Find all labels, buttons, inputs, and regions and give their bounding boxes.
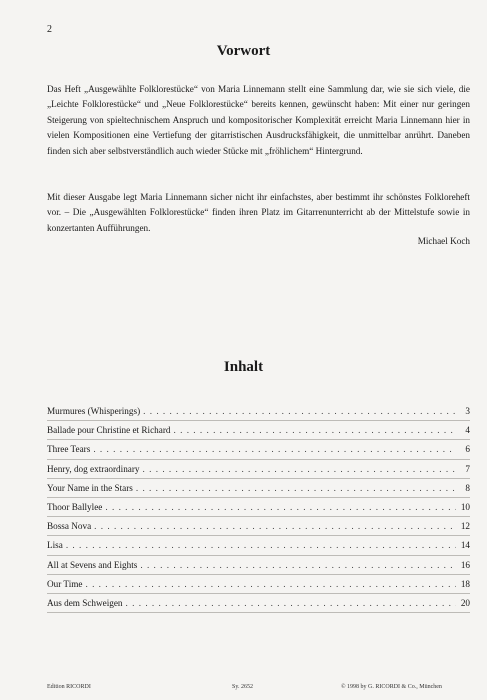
vorwort-paragraph-1: Das Heft „Ausgewählte Folklorestücke“ von Maria Linnemann stellt eine Sammlung dar, wie sie sich viele, die „Leichte Folklorestücke“ und „Neue Folklorestücke“ bereits kennen, gewünscht haben: Mit einer nur geringen Steigerung von spieltechnischem Anspruch und kompositorischer Komplexität erreicht Maria Linnemann hier in vielen Kompositionen eine Vertiefung der gitarristischen Ausdrucksfähigkeit, die unmittelbar anrührt. Daneben finden sich aber selbstverständlich auch wieder Stücke mit „fröhlichem“ Hintergrund.	[47, 84, 470, 156]
footer-publisher: Edition RICORDI	[47, 684, 91, 690]
toc-entry	[47, 556, 470, 575]
toc-entry	[47, 460, 470, 479]
toc-page: 12	[460, 521, 470, 532]
toc-entry	[47, 479, 470, 498]
toc-leader-dots	[85, 575, 456, 593]
toc-entry	[47, 575, 470, 594]
vorwort-paragraph-2: Mit dieser Ausgabe legt Maria Linnemann sicher nicht ihr einfachstes, aber bestimmt ihr schönstes Folkloreheft vor. – Die „Ausgewählten Folklorestücke“ finden ihren Platz im Gitarrenunterricht ab der Mittelstufe sowie in konzertanten Aufführungen.	[47, 192, 470, 233]
toc-page: 16	[460, 559, 470, 570]
toc-title: Murmures (Whisperings)	[47, 406, 141, 416]
inhalt-heading: Inhalt	[223, 359, 264, 375]
toc-title: Aus dem Schweigen	[47, 597, 123, 608]
toc-page: 7	[465, 463, 470, 474]
toc-title: Your Name in the Stars	[47, 482, 133, 493]
toc-leader-dots	[136, 479, 456, 497]
toc-leader-dots	[94, 517, 456, 535]
toc-leader-dots	[174, 421, 457, 439]
vorwort-heading: Vorwort	[216, 43, 271, 59]
toc-title: Ballade pour Christine et Richard	[47, 425, 171, 436]
toc-page: 10	[460, 501, 470, 512]
toc-title: Henry, dog extraordinary	[47, 463, 140, 474]
toc-leader-dots	[143, 402, 456, 420]
toc-page: 3	[465, 406, 470, 416]
footer-catalog-number: Sy. 2652	[232, 684, 253, 690]
toc-title: Thoor Ballylee	[47, 501, 103, 512]
table-of-contents	[47, 402, 470, 613]
toc-page: 14	[460, 540, 470, 551]
toc-page: 18	[460, 578, 470, 589]
toc-leader-dots	[126, 594, 456, 612]
toc-page: 6	[465, 444, 470, 455]
page-number: 2	[47, 24, 52, 35]
toc-page: 4	[465, 425, 470, 436]
toc-entry	[47, 498, 470, 517]
signature: Michael Koch	[417, 236, 470, 246]
toc-entry	[47, 536, 470, 555]
toc-page: 8	[465, 482, 470, 493]
toc-entry	[47, 440, 470, 459]
toc-entry	[47, 594, 470, 613]
toc-title: All at Sevens and Eights	[47, 559, 138, 570]
toc-entry	[47, 517, 470, 536]
toc-title: Lisa	[47, 540, 63, 551]
toc-title: Bossa Nova	[47, 521, 92, 532]
toc-leader-dots	[105, 498, 456, 516]
toc-title: Our Time	[47, 578, 83, 589]
toc-title: Three Tears	[47, 444, 91, 455]
toc-leader-dots	[93, 440, 456, 458]
toc-leader-dots	[140, 556, 456, 574]
toc-entry	[47, 421, 470, 440]
toc-page: 20	[460, 597, 470, 608]
toc-leader-dots	[143, 460, 456, 478]
toc-entry	[47, 402, 470, 421]
footer-copyright: © 1998 by G. RICORDI & Co., München	[341, 684, 442, 690]
toc-leader-dots	[66, 536, 456, 554]
